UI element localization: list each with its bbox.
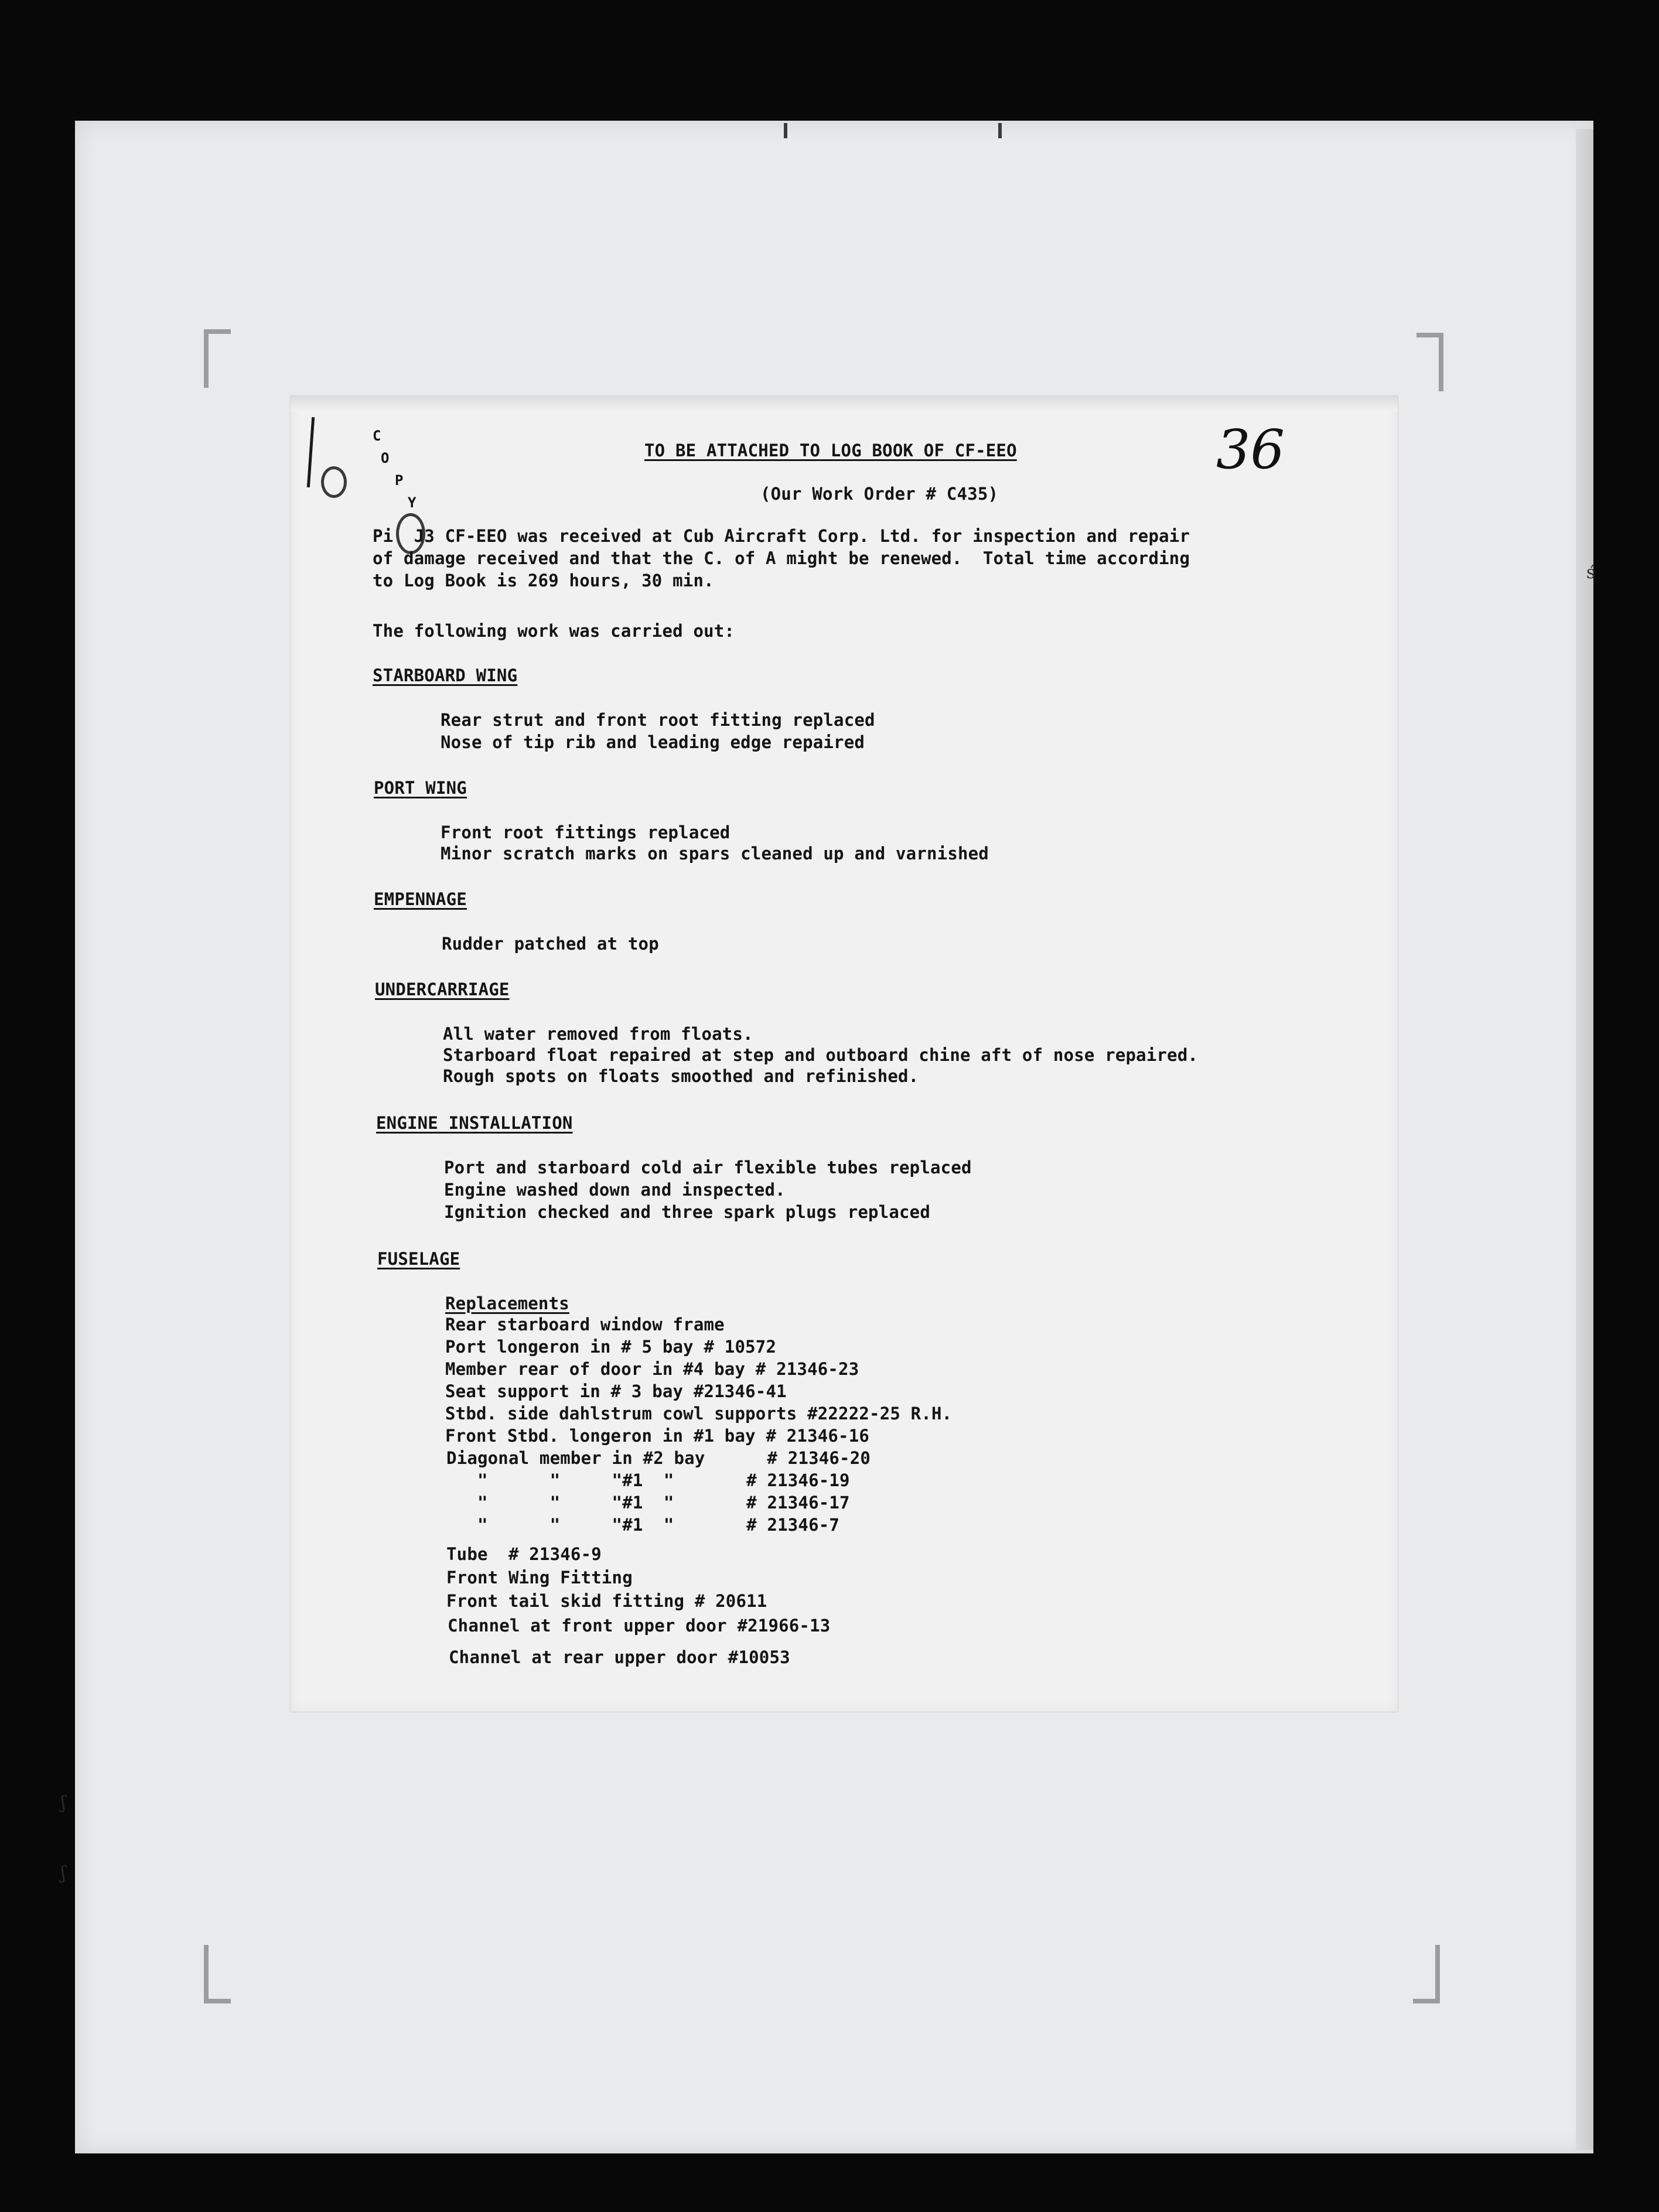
edge-mark: ʃ — [61, 1793, 66, 1813]
crop-mark-bottom-right — [1413, 1945, 1440, 2003]
work-item: Starboard float repaired at step and outboard chine aft of nose repaired. — [443, 1045, 1199, 1065]
section-heading-fuselage: FUSELAGE — [377, 1249, 460, 1269]
work-order: (Our Work Order # C435) — [760, 484, 999, 504]
replacement-item: " " "#1 " # 21346-7 — [446, 1515, 840, 1535]
replacement-item: Front tail skid fitting # 20611 — [446, 1591, 767, 1611]
work-item: Nose of tip rib and leading edge repaired — [441, 732, 865, 752]
sheet-edge — [1576, 129, 1596, 2150]
replacement-item: Front Stbd. longeron in #1 bay # 21346-16 — [445, 1426, 870, 1446]
replacement-item: Diagonal member in #2 bay # 21346-20 — [446, 1448, 871, 1468]
subheading-replacements: Replacements — [445, 1293, 569, 1313]
work-item: Rudder patched at top — [442, 934, 659, 954]
typed-document — [291, 396, 1398, 1712]
work-item: Front root fittings replaced — [441, 822, 730, 842]
intro-line: to Log Book is 269 hours, 30 min. — [373, 571, 714, 590]
copy-stamp-letter: O — [381, 450, 390, 466]
intro-line: Pi J3 CF-EEO was received at Cub Aircraft Corp. Ltd. for inspection and repair — [373, 526, 1190, 546]
section-heading-port-wing: PORT WING — [374, 778, 467, 798]
replacement-item: Tube # 21346-9 — [446, 1544, 602, 1564]
replacement-item: " " "#1 " # 21346-17 — [446, 1493, 850, 1513]
document-title: TO BE ATTACHED TO LOG BOOK OF CF-EEO — [644, 441, 1017, 460]
work-item: All water removed from floats. — [443, 1024, 753, 1044]
paper-fold — [291, 396, 1398, 411]
replacement-item: Rear starboard window frame — [445, 1315, 725, 1334]
section-heading-empennage: EMPENNAGE — [374, 889, 467, 909]
work-item: Rough spots on floats smoothed and refinished. — [443, 1066, 919, 1086]
pencil-mark — [307, 417, 315, 487]
work-item: Minor scratch marks on spars cleaned up and varnished — [441, 844, 989, 863]
replacement-item: Seat support in # 3 bay #21346-41 — [445, 1381, 787, 1401]
copy-stamp-letter: Y — [408, 494, 417, 511]
crop-mark-bottom-left — [204, 1945, 231, 2003]
replacement-item: Port longeron in # 5 bay # 10572 — [445, 1337, 777, 1357]
handwritten-page-number: 36 — [1216, 418, 1285, 481]
stamp-smudge — [321, 466, 347, 498]
copy-stamp-letter: C — [373, 428, 381, 444]
intro-line: of damage received and that the C. of A might be renewed. Total time according — [373, 548, 1190, 568]
section-heading-starboard-wing: STARBOARD WING — [373, 665, 518, 685]
work-intro: The following work was carried out: — [373, 621, 735, 641]
scan-mark — [998, 123, 1002, 138]
work-item: Engine washed down and inspected. — [444, 1180, 786, 1200]
edge-mark: ʃ — [61, 1863, 66, 1883]
replacement-item: Member rear of door in #4 bay # 21346-23 — [445, 1359, 859, 1379]
replacement-item: Front Wing Fitting — [446, 1568, 633, 1588]
replacement-item: Stbd. side dahlstrum cowl supports #22222-25 R.H. — [445, 1404, 953, 1424]
edge-mark: ś — [1586, 562, 1596, 583]
replacement-item: Channel at front upper door #21966-13 — [448, 1616, 831, 1636]
section-heading-undercarriage: UNDERCARRIAGE — [375, 979, 510, 999]
crop-mark-top-left — [204, 329, 231, 388]
work-item: Port and starboard cold air flexible tubes replaced — [444, 1158, 972, 1177]
replacement-item: " " "#1 " # 21346-19 — [446, 1470, 850, 1490]
copy-stamp-letter: P — [395, 472, 404, 489]
replacement-item: Channel at rear upper door #10053 — [449, 1647, 790, 1667]
work-item: Ignition checked and three spark plugs replaced — [444, 1202, 930, 1222]
section-heading-engine-installation: ENGINE INSTALLATION — [376, 1113, 573, 1133]
scan-mark — [784, 123, 787, 138]
work-item: Rear strut and front root fitting replaced — [441, 710, 875, 730]
crop-mark-top-right — [1416, 333, 1443, 391]
